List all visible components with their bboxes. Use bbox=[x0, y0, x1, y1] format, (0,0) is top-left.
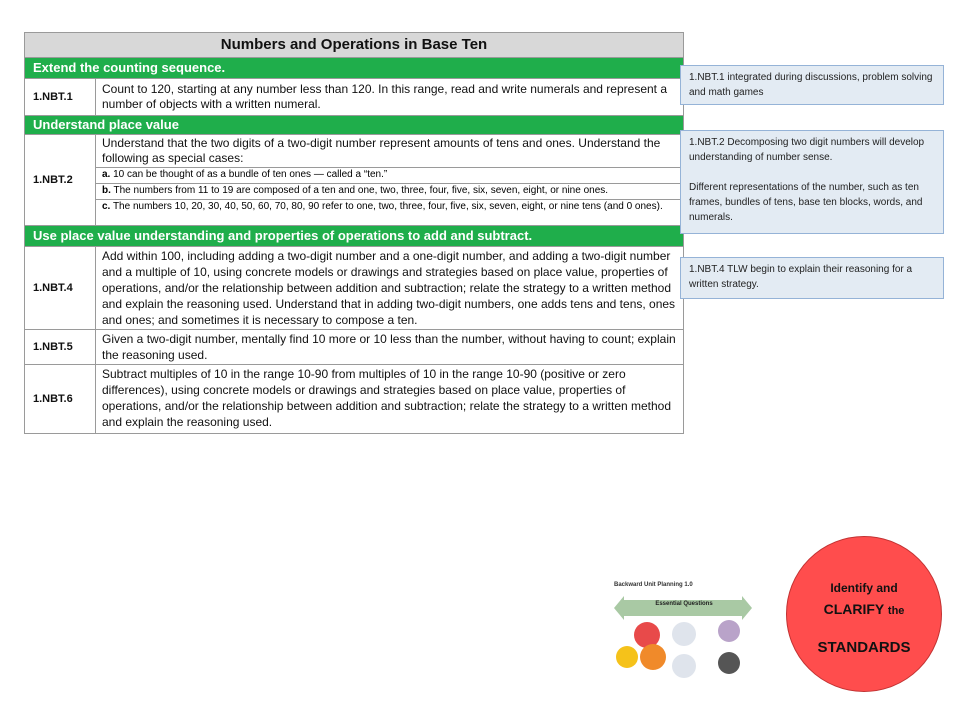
badge-line2-big: CLARIFY bbox=[823, 601, 885, 617]
table-row bbox=[25, 330, 683, 365]
standard-code: 1.NBT.1 bbox=[25, 79, 96, 115]
arrow-right-icon bbox=[742, 596, 752, 620]
badge-line1: Identify and bbox=[830, 581, 898, 595]
circle-yellow-icon bbox=[616, 646, 638, 668]
subitem-label: b. bbox=[102, 185, 111, 196]
section-heading-add-subtract: Use place value understanding and properties of operations to add and subtract. bbox=[25, 226, 683, 247]
table-row bbox=[25, 247, 683, 330]
circle-dark-icon bbox=[718, 652, 740, 674]
note-nbt1 bbox=[680, 65, 944, 105]
subitem-text: The numbers from 11 to 19 are composed of a ten and one, two, three, four, five, six, seven, eight, or nine ones. bbox=[113, 185, 609, 196]
subitem-c bbox=[96, 199, 683, 225]
circle-lightblue-icon bbox=[672, 622, 696, 646]
standard-code: 1.NBT.2 bbox=[25, 135, 96, 225]
table-title: Numbers and Operations in Base Ten bbox=[25, 33, 683, 58]
note-text: 1.NBT.1 integrated during discussions, problem solving and math games bbox=[689, 72, 933, 98]
standard-code: 1.NBT.6 bbox=[25, 365, 96, 433]
standard-code: 1.NBT.5 bbox=[25, 330, 96, 364]
subitem-text: 10 can be thought of as a bundle of ten ones — called a “ten.” bbox=[113, 169, 388, 180]
section-heading-counting: Extend the counting sequence. bbox=[25, 58, 683, 79]
standard-description: Count to 120, starting at any number less than 120. In this range, read and write numerals and represent a number of objects with a written numeral. bbox=[102, 82, 668, 111]
subitem-b bbox=[96, 183, 683, 199]
section-heading-place-value: Understand place value bbox=[25, 116, 683, 135]
note-text: 1.NBT.2 Decomposing two digit numbers will develop understanding of number sense. bbox=[689, 137, 925, 163]
badge-line2 bbox=[787, 601, 941, 617]
standard-description: Understand that the two digits of a two-digit number represent amounts of tens and ones. Understand the following as special cases: bbox=[102, 136, 661, 165]
diagram-banner: Essential Questions bbox=[655, 601, 713, 607]
standard-description-group bbox=[96, 135, 683, 225]
table-row bbox=[25, 365, 683, 433]
standard-description: Subtract multiples of 10 in the range 10-90 from multiples of 10 in the range 10-90 (positive or zero differences), using concrete models or drawings and strategies based on place value, properties of operations, and/or the relationship between addition and subtraction; relate the strategy to a written method and explain the reasoning used. bbox=[102, 367, 672, 429]
table-row bbox=[25, 79, 683, 116]
badge-line3: STANDARDS bbox=[817, 639, 911, 656]
standards-table bbox=[24, 32, 684, 434]
note-nbt2 bbox=[680, 130, 944, 234]
clarify-standards-badge bbox=[786, 536, 942, 692]
table-row bbox=[25, 135, 683, 226]
subitem-label: a. bbox=[102, 169, 111, 180]
backward-planning-diagram bbox=[612, 582, 756, 706]
standard-code: 1.NBT.4 bbox=[25, 247, 96, 329]
note-text: Different representations of the number, such as ten frames, bundles of tens, base ten blocks, words, and numerals. bbox=[689, 182, 923, 223]
circle-lightblue-icon-2 bbox=[672, 654, 696, 678]
subitem-label: c. bbox=[102, 201, 111, 212]
subitem-a bbox=[96, 167, 683, 183]
note-text: 1.NBT.4 TLW begin to explain their reasoning for a written strategy. bbox=[689, 264, 913, 290]
diagram-title: Backward Unit Planning 1.0 bbox=[614, 582, 693, 588]
circle-purple-icon bbox=[718, 620, 740, 642]
note-nbt4 bbox=[680, 257, 944, 299]
subitem-text: The numbers 10, 20, 30, 40, 50, 60, 70, 80, 90 refer to one, two, three, four, five, six, seven, eight, or nine tens (and 0 ones). bbox=[112, 201, 663, 212]
badge-line2-small: the bbox=[887, 605, 905, 617]
standard-description: Add within 100, including adding a two-digit number and a one-digit number, and adding a two-digit number and a multiple of 10, using concrete models or drawings and strategies based on place value, properties of operations, and/or the relationship between addition and subtraction; relate the strategy to a written method and explain the reasoning used. Understand that in adding two-digit numbers, one adds tens and tens, ones and ones; and sometimes it is necessary to compose a ten. bbox=[102, 249, 676, 327]
circle-orange-icon bbox=[640, 644, 666, 670]
standard-description: Given a two-digit number, mentally find 10 more or 10 less than the number, without having to count; explain the reasoning used. bbox=[102, 332, 676, 362]
